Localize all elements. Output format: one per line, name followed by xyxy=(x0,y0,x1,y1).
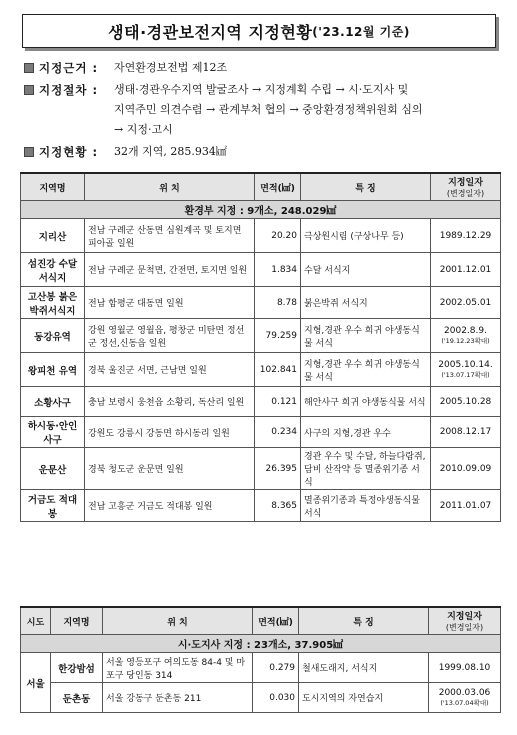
date-note: ('19.12.23확대) xyxy=(441,337,490,345)
region-name: 하시동·안인 사구 xyxy=(21,417,85,448)
area-cell: 26.395 xyxy=(255,448,301,490)
region-name: 둔촌동 xyxy=(51,683,103,713)
col-area: 면적(㎢) xyxy=(253,607,299,635)
date-cell xyxy=(431,353,501,387)
col-date: 지정일자 (변경일자) xyxy=(431,173,501,201)
region-name: 지리산 xyxy=(21,219,85,253)
info-procedure-line2: 지역주민 의견수렴 → 관계부처 협의 → 중앙환경정책위원회 심의 xyxy=(114,103,423,116)
table-header-row xyxy=(21,173,501,201)
date-cell xyxy=(431,287,501,319)
info-procedure-line3: → 지정·고시 xyxy=(114,123,173,136)
page-title-box xyxy=(22,14,496,48)
table-row xyxy=(21,219,501,253)
region-name: 한강밤섬 xyxy=(51,653,103,683)
page-title: 생태·경관보전지역 지정현황 xyxy=(108,22,313,42)
col-region: 지역명 xyxy=(51,607,103,635)
date-value: 2000.03.06 xyxy=(438,688,491,698)
square-bullet-icon xyxy=(24,147,34,157)
info-status-label: 지정현황 : xyxy=(39,145,99,159)
feature-cell: 도시지역의 자연습지 xyxy=(299,683,429,713)
area-cell: 1.834 xyxy=(255,253,301,287)
area-cell: 20.20 xyxy=(255,219,301,253)
date-value: 2005.10.28 xyxy=(439,396,492,407)
feature-cell: 해안사구 희귀 야생동식물 서식 xyxy=(301,387,431,417)
group-label: 시·도지사 지정 : 23개소, 37.905㎢ xyxy=(21,635,501,653)
area-cell: 0.234 xyxy=(255,417,301,448)
location-cell: 전남 고흥군 거금도 적대봉 일원 xyxy=(85,490,255,522)
date-note: ('13.07.17확대) xyxy=(441,371,490,379)
location-cell: 서울 영등포구 여의도동 84-4 및 마포구 당인동 314 xyxy=(103,653,253,683)
province-designation-table xyxy=(20,606,501,713)
location-cell: 전남 구례군 산동면 심원계곡 및 토지면 피아골 일원 xyxy=(85,219,255,253)
area-cell: 8.78 xyxy=(255,287,301,319)
region-name: 운문산 xyxy=(21,448,85,490)
region-name: 고산봉 붉은박쥐서식지 xyxy=(21,287,85,319)
table-row xyxy=(21,253,501,287)
group-row xyxy=(21,635,501,653)
info-procedure-line1: 생태·경관우수지역 발굴조사 → 지정계획 수립 → 시·도지사 및 xyxy=(114,83,409,96)
date-value: 2010.09.09 xyxy=(439,463,492,474)
square-bullet-icon xyxy=(24,63,34,73)
area-cell: 8.365 xyxy=(255,490,301,522)
date-cell xyxy=(431,387,501,417)
date-note: ('13.07.04확대) xyxy=(440,699,489,707)
feature-cell: 극상원시림 (구상나무 등) xyxy=(301,219,431,253)
feature-cell: 지형,경관 우수 희귀 야생동식물 서식 xyxy=(301,353,431,387)
col-location: 위 치 xyxy=(85,173,255,201)
date-cell xyxy=(431,253,501,287)
col-province: 시도 xyxy=(21,607,51,635)
date-cell xyxy=(431,490,501,522)
table-row xyxy=(21,353,501,387)
table-row xyxy=(21,683,501,713)
date-cell xyxy=(431,417,501,448)
date-value: 1999.08.10 xyxy=(438,662,491,673)
info-basis-value: 자연환경보전법 제12조 xyxy=(114,61,228,74)
col-area: 면적(㎢) xyxy=(255,173,301,201)
region-name: 동강유역 xyxy=(21,319,85,353)
info-procedure-label: 지정절차 : xyxy=(39,83,99,97)
area-cell: 79.259 xyxy=(255,319,301,353)
feature-cell: 철새도래지, 서식지 xyxy=(299,653,429,683)
page-title-date: ('23.12월 기준) xyxy=(312,24,410,39)
date-cell xyxy=(431,219,501,253)
date-value: 2002.05.01 xyxy=(439,297,492,308)
date-value: 2002.8.9. xyxy=(444,326,487,336)
date-cell xyxy=(429,683,501,713)
info-basis-label: 지정근거 : xyxy=(39,61,99,75)
feature-cell: 수달 서식지 xyxy=(301,253,431,287)
date-value: 2008.12.17 xyxy=(439,427,492,437)
region-name: 섬진강 수달서식지 xyxy=(21,253,85,287)
date-value: 1989.12.29 xyxy=(439,230,492,241)
region-name: 왕피천 유역 xyxy=(21,353,85,387)
date-value: 2001.12.01 xyxy=(439,264,492,275)
table-row xyxy=(21,319,501,353)
area-cell: 102.841 xyxy=(255,353,301,387)
location-cell: 서울 강동구 둔촌동 211 xyxy=(103,683,253,713)
location-cell: 충남 보령시 웅천읍 소황리, 독산리 일원 xyxy=(85,387,255,417)
date-cell xyxy=(429,653,501,683)
area-cell: 0.030 xyxy=(253,683,299,713)
location-cell: 전남 함평군 대동면 일원 xyxy=(85,287,255,319)
feature-cell: 지형,경관 우수 희귀 야생동식물 서식 xyxy=(301,319,431,353)
ministry-designation-table xyxy=(20,172,501,522)
table-row xyxy=(21,653,501,683)
region-name: 거금도 적대봉 xyxy=(21,490,85,522)
location-cell: 강원도 강릉시 강동면 하시동리 일원 xyxy=(85,417,255,448)
location-cell: 강원 영월군 영월읍, 평창군 미탄면 정선군 정선,신동읍 일원 xyxy=(85,319,255,353)
group-label: 환경부 지정 : 9개소, 248.029㎢ xyxy=(21,201,501,219)
feature-cell: 붉은박쥐 서식지 xyxy=(301,287,431,319)
col-feature: 특 징 xyxy=(301,173,431,201)
region-name: 소황사구 xyxy=(21,387,85,417)
feature-cell: 멸종위기종과 특정야생동식물 서식 xyxy=(301,490,431,522)
col-date: 지정일자 (변경일자) xyxy=(429,607,501,635)
info-basis xyxy=(24,58,228,78)
table-row xyxy=(21,387,501,417)
table-header-row xyxy=(21,607,501,635)
feature-cell: 경관 우수 및 수달, 하늘다람쥐, 담비 산작약 등 멸종위기종 서식 xyxy=(301,448,431,490)
group-row xyxy=(21,201,501,219)
col-feature: 특 징 xyxy=(299,607,429,635)
info-status xyxy=(24,142,227,162)
info-procedure xyxy=(24,80,423,136)
province-name: 서울 xyxy=(21,653,51,713)
date-cell xyxy=(431,448,501,490)
col-location: 위 치 xyxy=(103,607,253,635)
table-row xyxy=(21,448,501,490)
info-status-value: 32개 지역, 285.934㎢ xyxy=(114,145,227,158)
date-cell xyxy=(431,319,501,353)
location-cell: 경북 울진군 서면, 근남면 일원 xyxy=(85,353,255,387)
location-cell: 경북 청도군 운문면 일원 xyxy=(85,448,255,490)
area-cell: 0.279 xyxy=(253,653,299,683)
col-region: 지역명 xyxy=(21,173,85,201)
table-row xyxy=(21,417,501,448)
location-cell: 전남 구례군 문척면, 간전면, 토지면 일원 xyxy=(85,253,255,287)
table-row xyxy=(21,490,501,522)
feature-cell: 사구의 지형,경관 우수 xyxy=(301,417,431,448)
table-row xyxy=(21,287,501,319)
square-bullet-icon xyxy=(24,85,34,95)
date-value: 2011.01.07 xyxy=(439,500,492,511)
area-cell: 0.121 xyxy=(255,387,301,417)
date-value: 2005.10.14. xyxy=(438,360,493,370)
